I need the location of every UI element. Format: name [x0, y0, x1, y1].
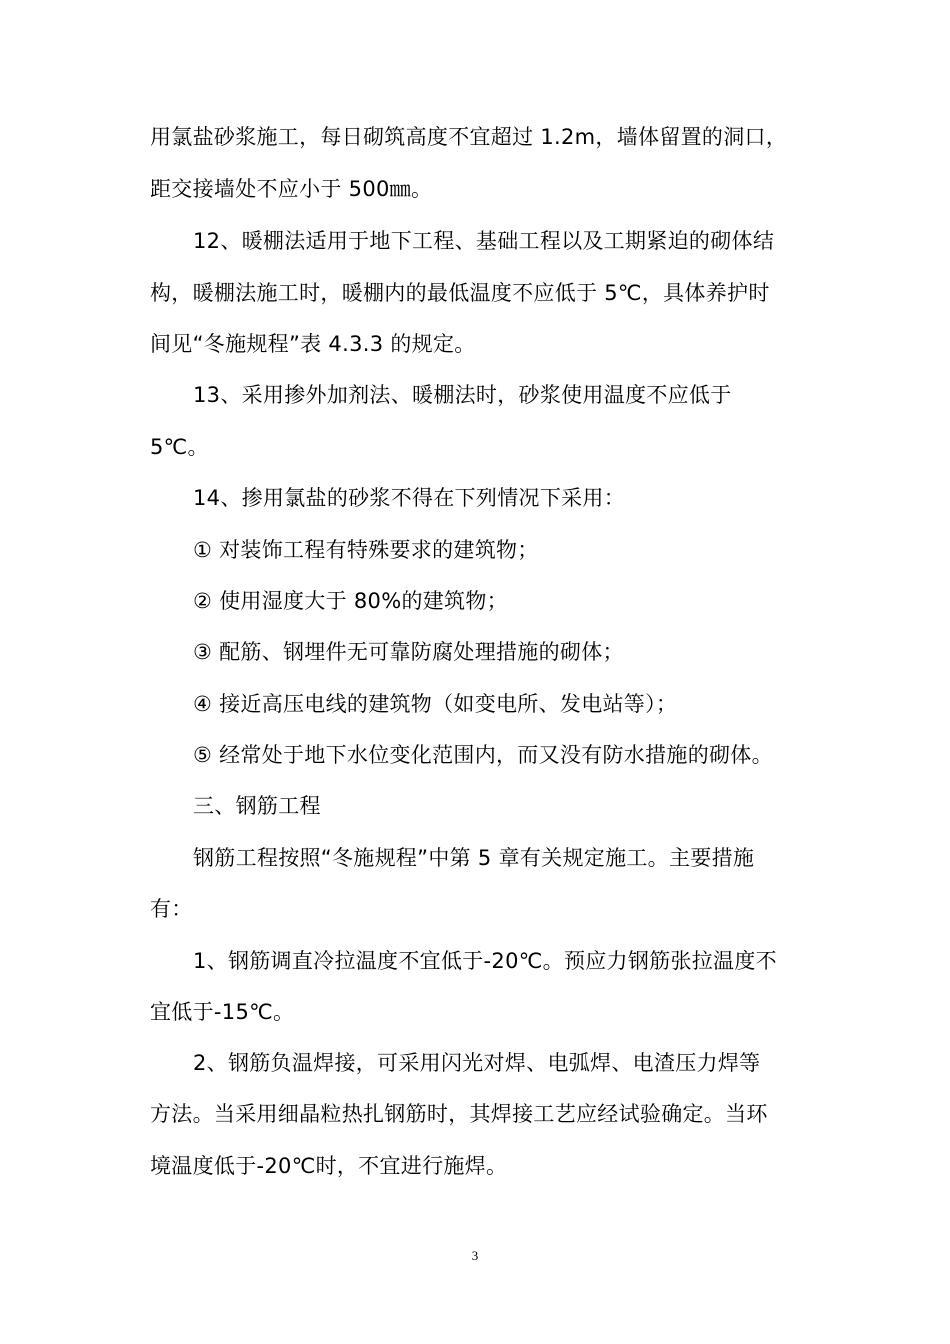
text-line: 有：: [150, 897, 193, 921]
list-item: ⑤ 经常处于地下水位变化范围内，而又没有防水措施的砌体。: [193, 743, 773, 767]
text-line: 方法。当采用细晶粒热扎钢筋时，其焊接工艺应经试验确定。当环: [150, 1102, 768, 1126]
text-line: 用氯盐砂浆施工，每日砌筑高度不宜超过 1.2m，墙体留置的洞口，: [150, 125, 788, 149]
text-line: 5℃。: [150, 435, 209, 459]
list-item: ④ 接近高压电线的建筑物（如变电所、发电站等）；: [193, 692, 678, 716]
text-line: 1、钢筋调直冷拉温度不宜低于-20℃。预应力钢筋张拉温度不: [193, 949, 777, 973]
text-line: 宜低于-15℃。: [150, 1000, 295, 1024]
text-line: 13、采用掺外加剂法、暖棚法时，砂浆使用温度不应低于: [193, 383, 732, 407]
text-line: 14、掺用氯盐的砂浆不得在下列情况下采用：: [193, 486, 626, 510]
text-line: 构，暖棚法施工时，暖棚内的最低温度不应低于 5℃，具体养护时: [150, 281, 770, 305]
text-line: 12、暖棚法适用于地下工程、基础工程以及工期紧迫的砌体结: [193, 229, 775, 253]
text-line: 距交接墙处不应小于 500㎜。: [150, 177, 433, 201]
text-line: 间见“冬施规程”表 4.3.3 的规定。: [150, 332, 476, 356]
list-item: ② 使用湿度大于 80%的建筑物；: [193, 589, 508, 613]
text-line: 境温度低于-20℃时，不宜进行施焊。: [150, 1154, 508, 1178]
list-item: ① 对装饰工程有特殊要求的建筑物；: [193, 538, 539, 562]
page-number: 3: [471, 1248, 479, 1263]
text-line: 2、钢筋负温焊接，可采用闪光对焊、电弧焊、电渣压力焊等: [193, 1051, 761, 1075]
list-item: ③ 配筋、钢埋件无可靠防腐处理措施的砌体；: [193, 640, 624, 664]
section-heading: 三、钢筋工程: [193, 794, 321, 818]
text-line: 钢筋工程按照“冬施规程”中第 5 章有关规定施工。主要措施: [193, 846, 755, 870]
